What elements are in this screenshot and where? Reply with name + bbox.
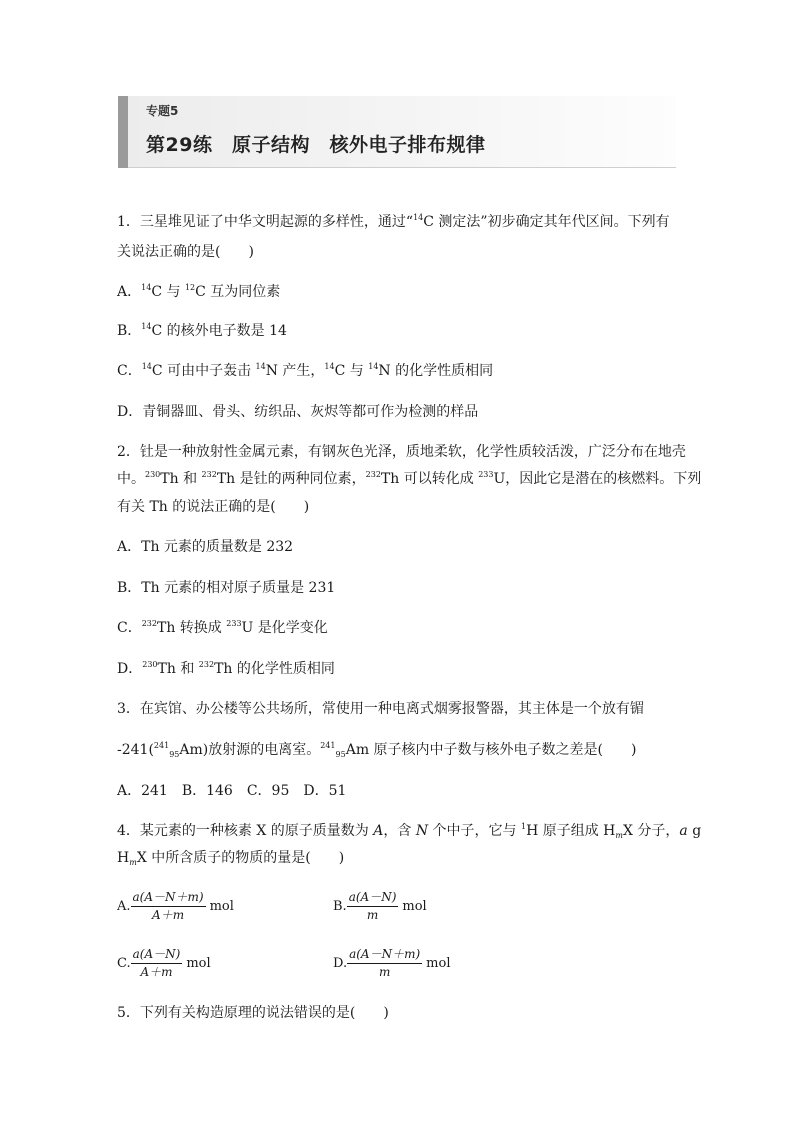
q1-stem-line-2: 关说法正确的是( ) (117, 244, 254, 260)
q5-stem: 5．下列有关构造原理的说法错误的是( ) (117, 1005, 389, 1021)
q3-stem-line-2: -241($^{241}_{95}$Am)放射源的电离室。$^{241}_{95}$Am 原子核内中子数与核外电子数之差是( ) (117, 741, 637, 759)
q4-option-a: A. $\frac{a(A-N+m)}{A+m}$ mol (117, 890, 234, 922)
header-divider (128, 167, 676, 168)
q4-option-c: C. $\frac{a(A-N)}{A+m}$ mol (117, 947, 211, 979)
q2-option-c: C．$^{232}$Th 转换成 $^{233}$U 是化学变化 (117, 619, 328, 636)
q2-stem-line-1: 2．钍是一种放射性金属元素，有钢灰色光泽，质地柔软，化学性质较活泼，广泛分布在地壳 (117, 444, 686, 460)
q1-option-c: C．$^{14}$C 可由中子轰击 $^{14}$N 产生，$^{14}$C 与 $^{14}$N 的化学性质相同 (117, 362, 494, 379)
q3-options: A．241 B．146 C．95 D．51 (117, 783, 347, 799)
q2-option-b: B．Th 元素的相对原子质量是 231 (117, 580, 336, 596)
q2-option-a: A．Th 元素的质量数是 232 (117, 539, 294, 555)
q4-option-b: B. $\frac{a(A-N)}{m}$ mol (333, 890, 427, 922)
q1-option-a: A．$^{14}$C 与 $^{12}$C 互为同位素 (117, 283, 281, 300)
section-header (118, 96, 676, 168)
q4-option-d: D. $\frac{a(A-N+m)}{m}$ mol (333, 947, 451, 979)
q2-stem-line-2: 中。$^{230}$Th 和 $^{232}$Th 是钍的两种同位素，$^{232}$Th 可以转化成 $^{233}$U，因此它是潜在的核燃料。下列 (117, 470, 702, 487)
q1-stem-line-1: 1．三星堆见证了中华文明起源的多样性，通过“$^{14}$C 测定法”初步确定其年代区间。下列有 (117, 213, 670, 230)
q1-option-b: B．$^{14}$C 的核外电子数是 14 (117, 322, 287, 339)
header-accent-bar (118, 96, 128, 168)
q2-option-d: D．$^{230}$Th 和 $^{232}$Th 的化学性质相同 (117, 660, 335, 677)
q1-option-d: D．青铜器皿、骨头、纺织品、灰烬等都可作为检测的样品 (117, 404, 479, 420)
q3-stem-line-1: 3．在宾馆、办公楼等公共场所，常使用一种电离式烟雾报警器，其主体是一个放有镅 (117, 701, 644, 717)
q4-stem-line-1: 4．某元素的一种核素 X 的原子质量数为 A，含 N 个中子，它与 $^1$H 原子组成 $H_mX$ 分子，a g (117, 822, 702, 840)
page-title: 第29练 原子结构 核外电子排布规律 (146, 134, 486, 156)
q4-stem-line-2: $H_mX$ 中所含质子的物质的量是( ) (117, 850, 345, 867)
series-label: 专题5 (146, 104, 179, 118)
q2-stem-line-3: 有关 Th 的说法正确的是( ) (117, 499, 310, 515)
